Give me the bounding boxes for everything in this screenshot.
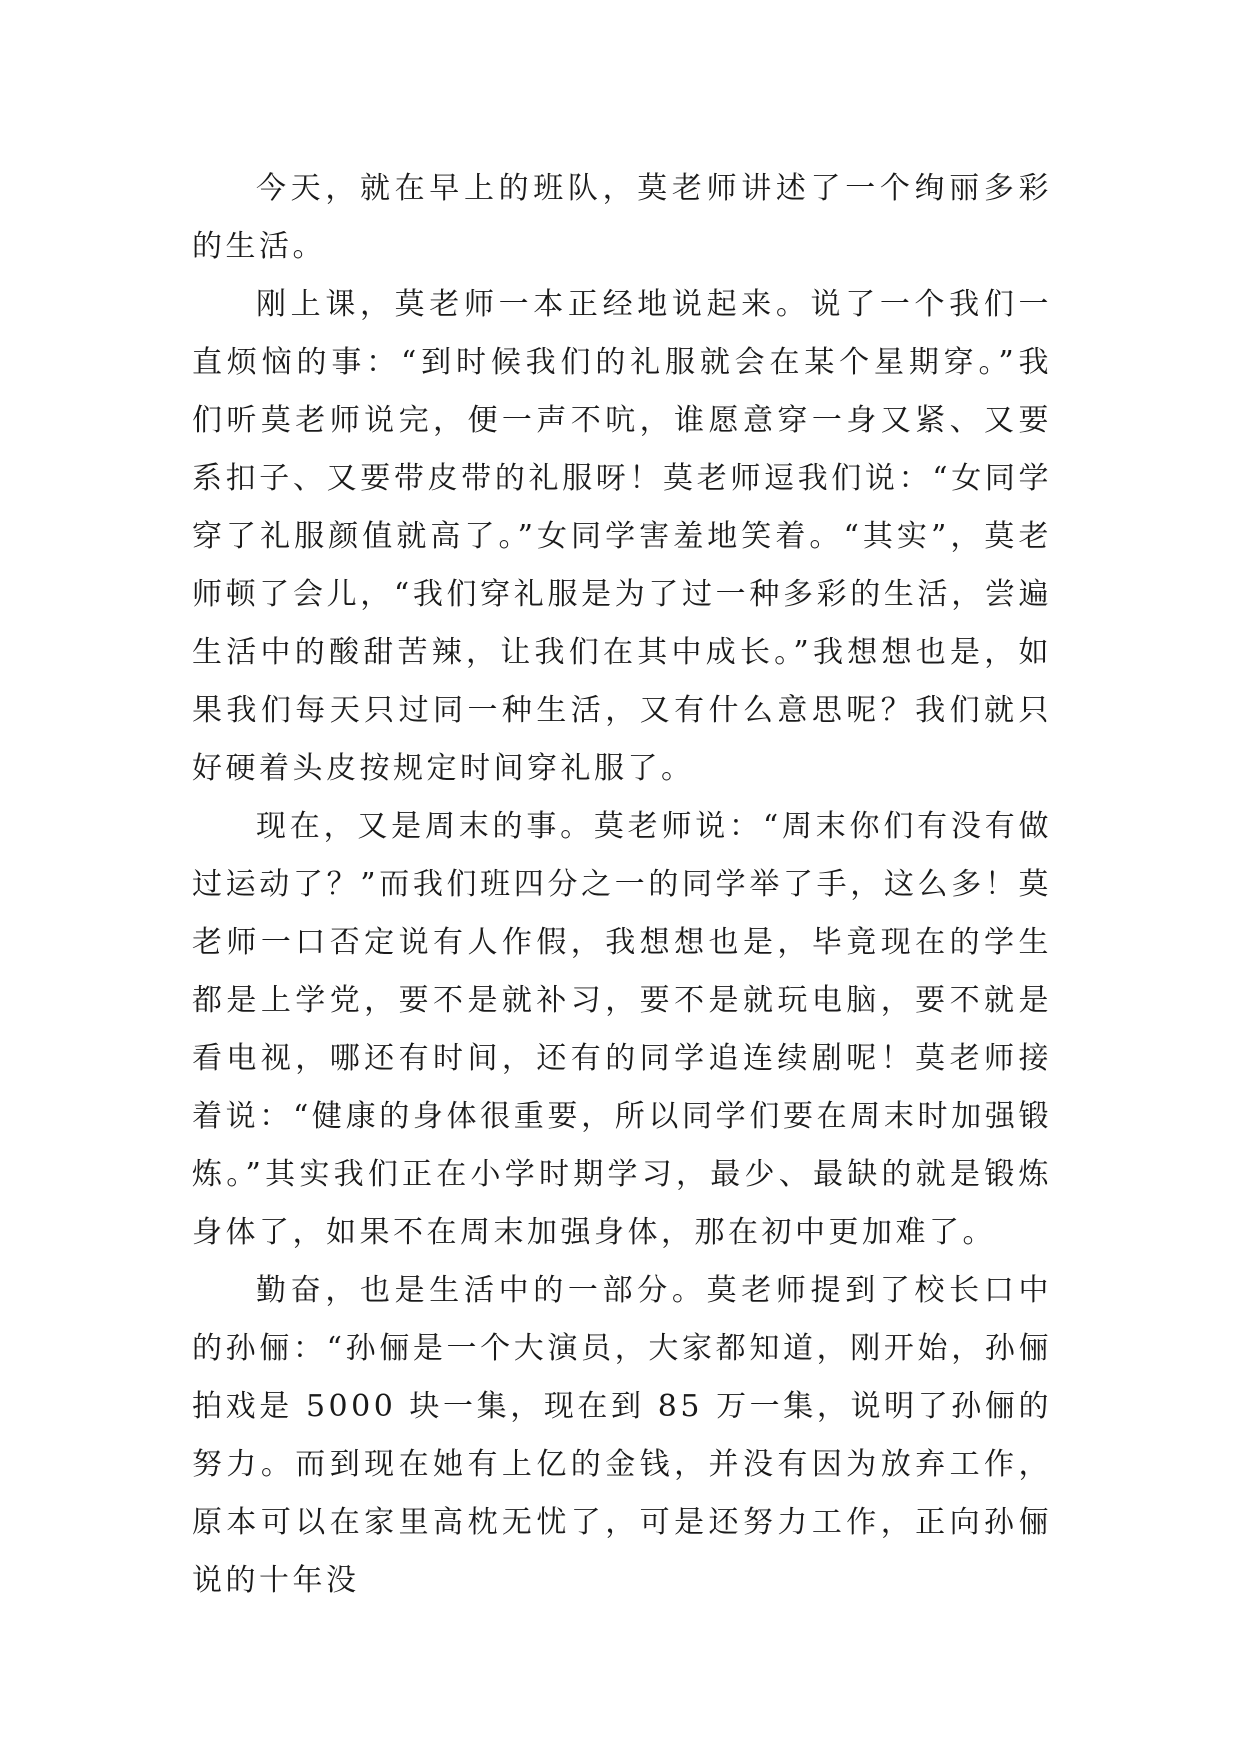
paragraph-4: 勤奋，也是生活中的一部分。莫老师提到了校长口中的孙俪：“孙俪是一个大演员，大家都知道，刚开始，孙俪拍戏是 5000 块一集，现在到 85 万一集，说明了孙俪的努力。而到现在她有上亿的金钱，并没有因为放弃工作，原本可以在家里高枕无忧了，可是还努力工作，正向孙俪说的十年没 [192,1273,1052,1598]
paragraph-2: 刚上课，莫老师一本正经地说起来。说了一个我们一直烦恼的事：“到时候我们的礼服就会在某个星期穿。”我们听莫老师说完，便一声不吭，谁愿意穿一身又紧、又要系扣子、又要带皮带的礼服呀！莫老师逗我们说：“女同学穿了礼服颜值就高了。”女同学害羞地笑着。“其实”，莫老师顿了会儿，“我们穿礼服是为了过一种多彩的生活，尝遍生活中的酸甜苦辣，让我们在其中成长。”我想想也是，如果我们每天只过同一种生活，又有什么意思呢？我们就只好硬着头皮按规定时间穿礼服了。 [192,287,1052,786]
paragraph-1: 今天，就在早上的班队，莫老师讲述了一个绚丽多彩的生活。 [192,171,1052,264]
paragraph-3: 现在，又是周末的事。莫老师说：“周末你们有没有做过运动了？”而我们班四分之一的同学举了手，这么多！莫老师一口否定说有人作假，我想想也是，毕竟现在的学生都是上学党，要不是就补习，要不是就玩电脑，要不就是看电视，哪还有时间，还有的同学追连续剧呢！莫老师接着说：“健康的身体很重要，所以同学们要在周末时加强锻炼。”其实我们正在小学时期学习，最少、最缺的就是锻炼身体了，如果不在周末加强身体，那在初中更加难了。 [192,809,1052,1250]
document-body [192,160,1052,1610]
